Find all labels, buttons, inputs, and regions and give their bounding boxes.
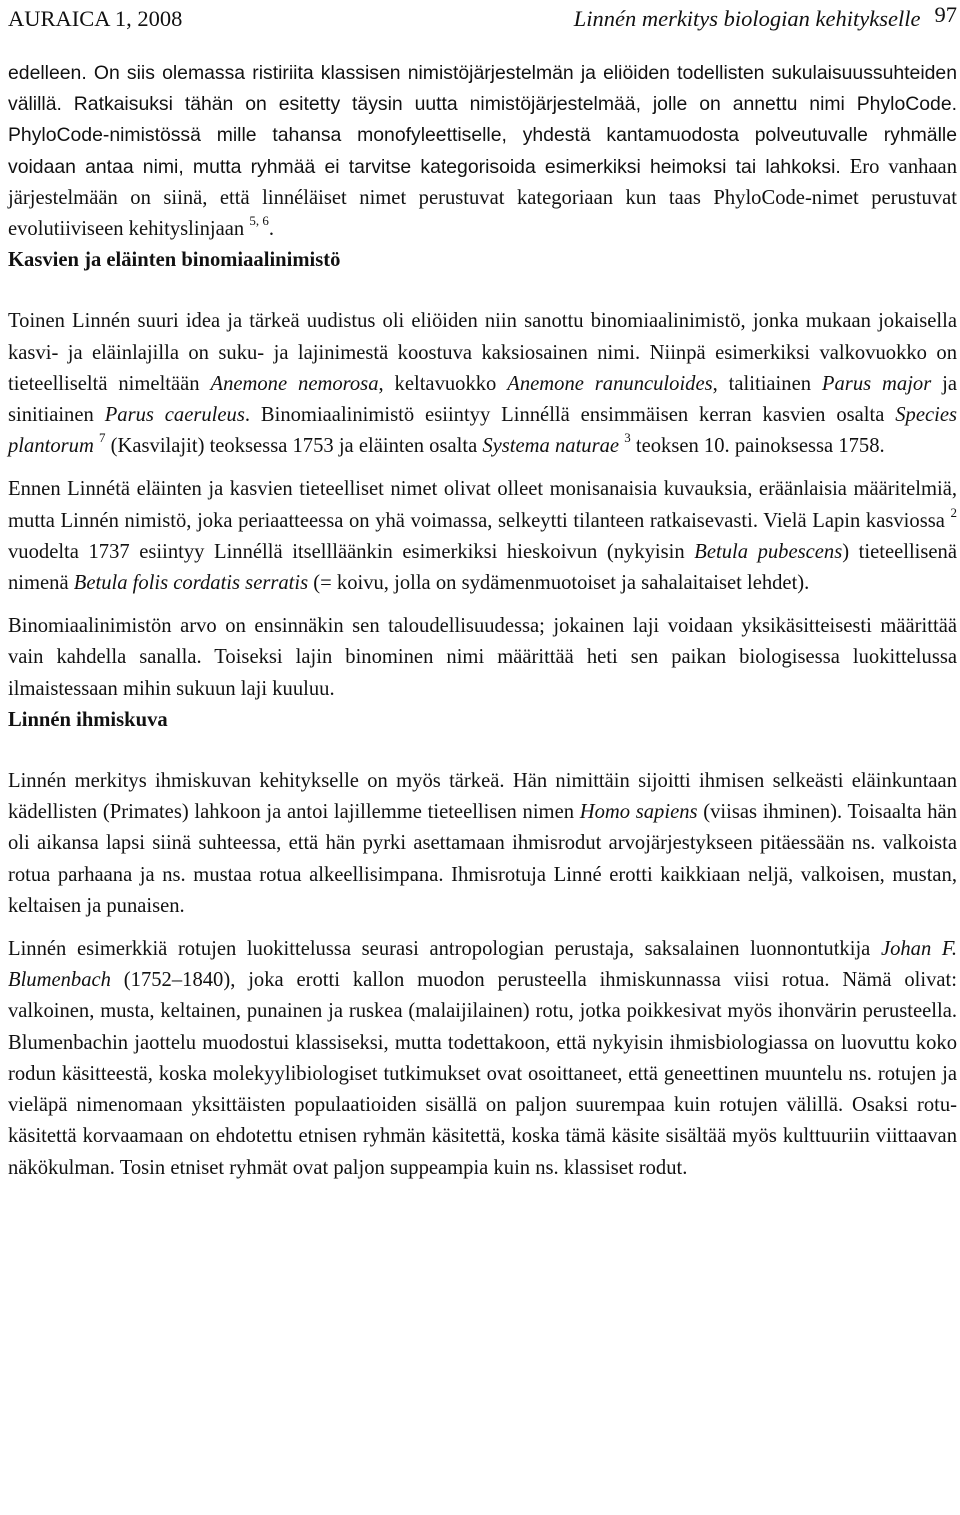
paragraph-text: Toinen Linnén suuri idea ja tärkeä uudistus oli eliöiden niin sanottu binomiaalinimistö, jonka mukaan jokaisella kasvi- ja eläinlajilla on suku- ja lajinimestä koostuva kaksiosainen nimi. Niinpä esimerkiksi valkovuokko on tieteelliseltä nimeltään xyxy=(8,310,957,395)
paragraph-text: (Kasvilajit) teoksessa 1753 ja eläinten osalta xyxy=(105,435,483,458)
species-name: Betula pubescens xyxy=(694,540,843,563)
species-name: Betula folis cordatis serratis xyxy=(73,572,309,595)
page-header xyxy=(8,0,957,40)
book-title: Systema naturae xyxy=(482,435,620,458)
paragraph-text: , talitiainen xyxy=(712,372,822,395)
running-title: Linnén merkitys biologian kehitykselle xyxy=(573,6,921,31)
species-name: Parus major xyxy=(821,372,932,395)
paragraph-text: vuodelta 1737 esiintyy Linnéllä itsellläänkin esimerkiksi hieskoivun (nykyisin xyxy=(8,540,695,563)
species-name: Parus caeruleus xyxy=(104,404,245,427)
person-name: Johan F. Blumenbach xyxy=(8,938,957,992)
paragraph-binomial-value: Binomiaalinimistön arvo on ensinnäkin sen taloudellisuudessa; jokainen laji voidaan yksikäsitteisesti määrittää vain kahdella sanalla. Toiseksi lajin binominen nimi määrittää heti sen paikan biologisessa luokittelussa ilmaistessaan mihin sukuun laji kuuluu. xyxy=(8,615,957,700)
paragraph-blumenbach xyxy=(8,934,957,1184)
paragraph-text: Linnén merkitys ihmiskuvan kehitykselle on myös tärkeä. Hän nimittäin sijoitti ihmisen selkeästi eläinkuntaan kädellisten (Primates) lahkoon ja antoi lajillemme tieteellisen nimen xyxy=(8,770,957,824)
paragraph-binomial-intro xyxy=(8,306,957,462)
paragraph-text: ja sinitiainen xyxy=(8,372,957,427)
paragraph-text: (= koivu, jolla on sydämenmuotoiset ja sahalaitaiset lehdet). xyxy=(308,572,810,595)
paragraph-text: Ero vanhaan järjestelmään on siinä, että linnéläiset nimet perustuvat kategoriaan kun taas PhyloCode-nimet perustuvat evolutiiviseen kehityslinjaan xyxy=(8,155,957,241)
journal-title: AURAICA 1, 2008 xyxy=(8,6,183,31)
citation-ref: 3 xyxy=(624,430,631,446)
paragraph-phylocode xyxy=(8,58,957,245)
document-page xyxy=(8,0,957,1184)
paragraph-text: . xyxy=(268,218,275,241)
citation-ref: 5, 6 xyxy=(249,213,269,229)
paragraph-text: teoksen 10. painoksessa 1758. xyxy=(630,435,885,458)
paragraph-text: Linnén esimerkkiä rotujen luokittelussa seurasi antropologian perustaja, saksalainen luonnontutkija xyxy=(8,938,881,961)
species-name: Anemone ranunculoides xyxy=(507,372,713,395)
paragraph-text: Ennen Linnétä eläinten ja kasvien tieteelliset nimet olivat olleet monisanaisia kuvauksia, eräänlaisia määritelmiä, mutta Linnén nimistö, joka periaatteessa on yhä voimassa, selkeytti tilanteen ratkaisevasti. Vielä Lapin kasviossa xyxy=(8,478,957,532)
citation-ref: 2 xyxy=(950,504,957,520)
book-title: Species plantorum xyxy=(8,404,958,458)
section-heading: Kasvien ja eläinten binomiaalinimistö xyxy=(8,249,341,272)
paragraph-text: edelleen. On siis olemassa ristiriita klassisen nimistöjärjestelmän ja eliöiden todellisten sukulaisuussuhteiden välillä. Ratkaisuksi tähän on esitetty täysin uutta nimistöjärjestelmää, jolle on annettu nimi PhyloCode. PhyloCode-nimistössä mille tahansa monofyleettiselle, yhdestä kantamuodosta polveutuvalle ryhmälle voidaan antaa nimi, mutta ryhmää ei tarvitse kategorisoida esimerkiksi heimoksi tai lahkoksi. xyxy=(8,62,957,178)
paragraph-text: ) tieteellisenä nimenä xyxy=(8,540,957,595)
page-number: 97 xyxy=(934,2,957,27)
paragraph-text: , keltavuokko xyxy=(378,372,508,395)
paragraph-text: (viisas ihminen). Toisaalta hän oli aikansa lapsi siinä suhteessa, että hän pyrki asettamaan ihmisrodut arvojärjestykseen pitäessään ns. valkoista rotua parhaana ja ns. mustaa rotua alkeellisimpana. Ihmisrotuja Linné erotti kaikkiaan neljä, valkoisen, mustan, keltaisen ja punaisen. xyxy=(8,801,957,917)
header-right xyxy=(574,2,957,36)
species-name: Homo sapiens xyxy=(579,801,698,824)
citation-ref: 7 xyxy=(98,430,106,446)
paragraph-text: (1752–1840), joka erotti kallon muodon perusteella ihmiskunnassa viisi rotua. Nämä olivat: valkoinen, musta, keltainen, punainen ja ruskea (malaijilainen) rotu, jotka poikkesivat myös ihonvärin perusteella. Blumenbachin jaottelu muodostui klassiseksi, mutta todettakoon, että nykyisin ihmisbiologiassa on luovuttu koko rodun käsitteestä, koska molekyylibiologiset tutkimukset ovat osoittaneet, että geneettinen muuntelu ns. rotujen ja vieläpä nimenomaan yksittäisten populaatioiden sisällä on paljon suurempaa kuin rotujen välillä. Osaksi rotu-käsitettä korvaamaan on ehdotettu etnisen ryhmän käsitettä, koska tämä käsite sisältää myös kulttuuriin viittaavan näkökulman. Tosin etniset ryhmät ovat paljon suppeampia kuin ns. klassiset rodut. xyxy=(8,969,957,1179)
paragraph-text: . Binomiaalinimistö esiintyy Linnéllä ensimmäisen kerran kasvien osalta xyxy=(244,404,896,427)
section-heading: Linnén ihmiskuva xyxy=(8,708,168,731)
species-name: Anemone nemorosa xyxy=(210,372,379,395)
paragraph-human-view xyxy=(8,766,957,922)
paragraph-before-linnaeus xyxy=(8,474,957,599)
